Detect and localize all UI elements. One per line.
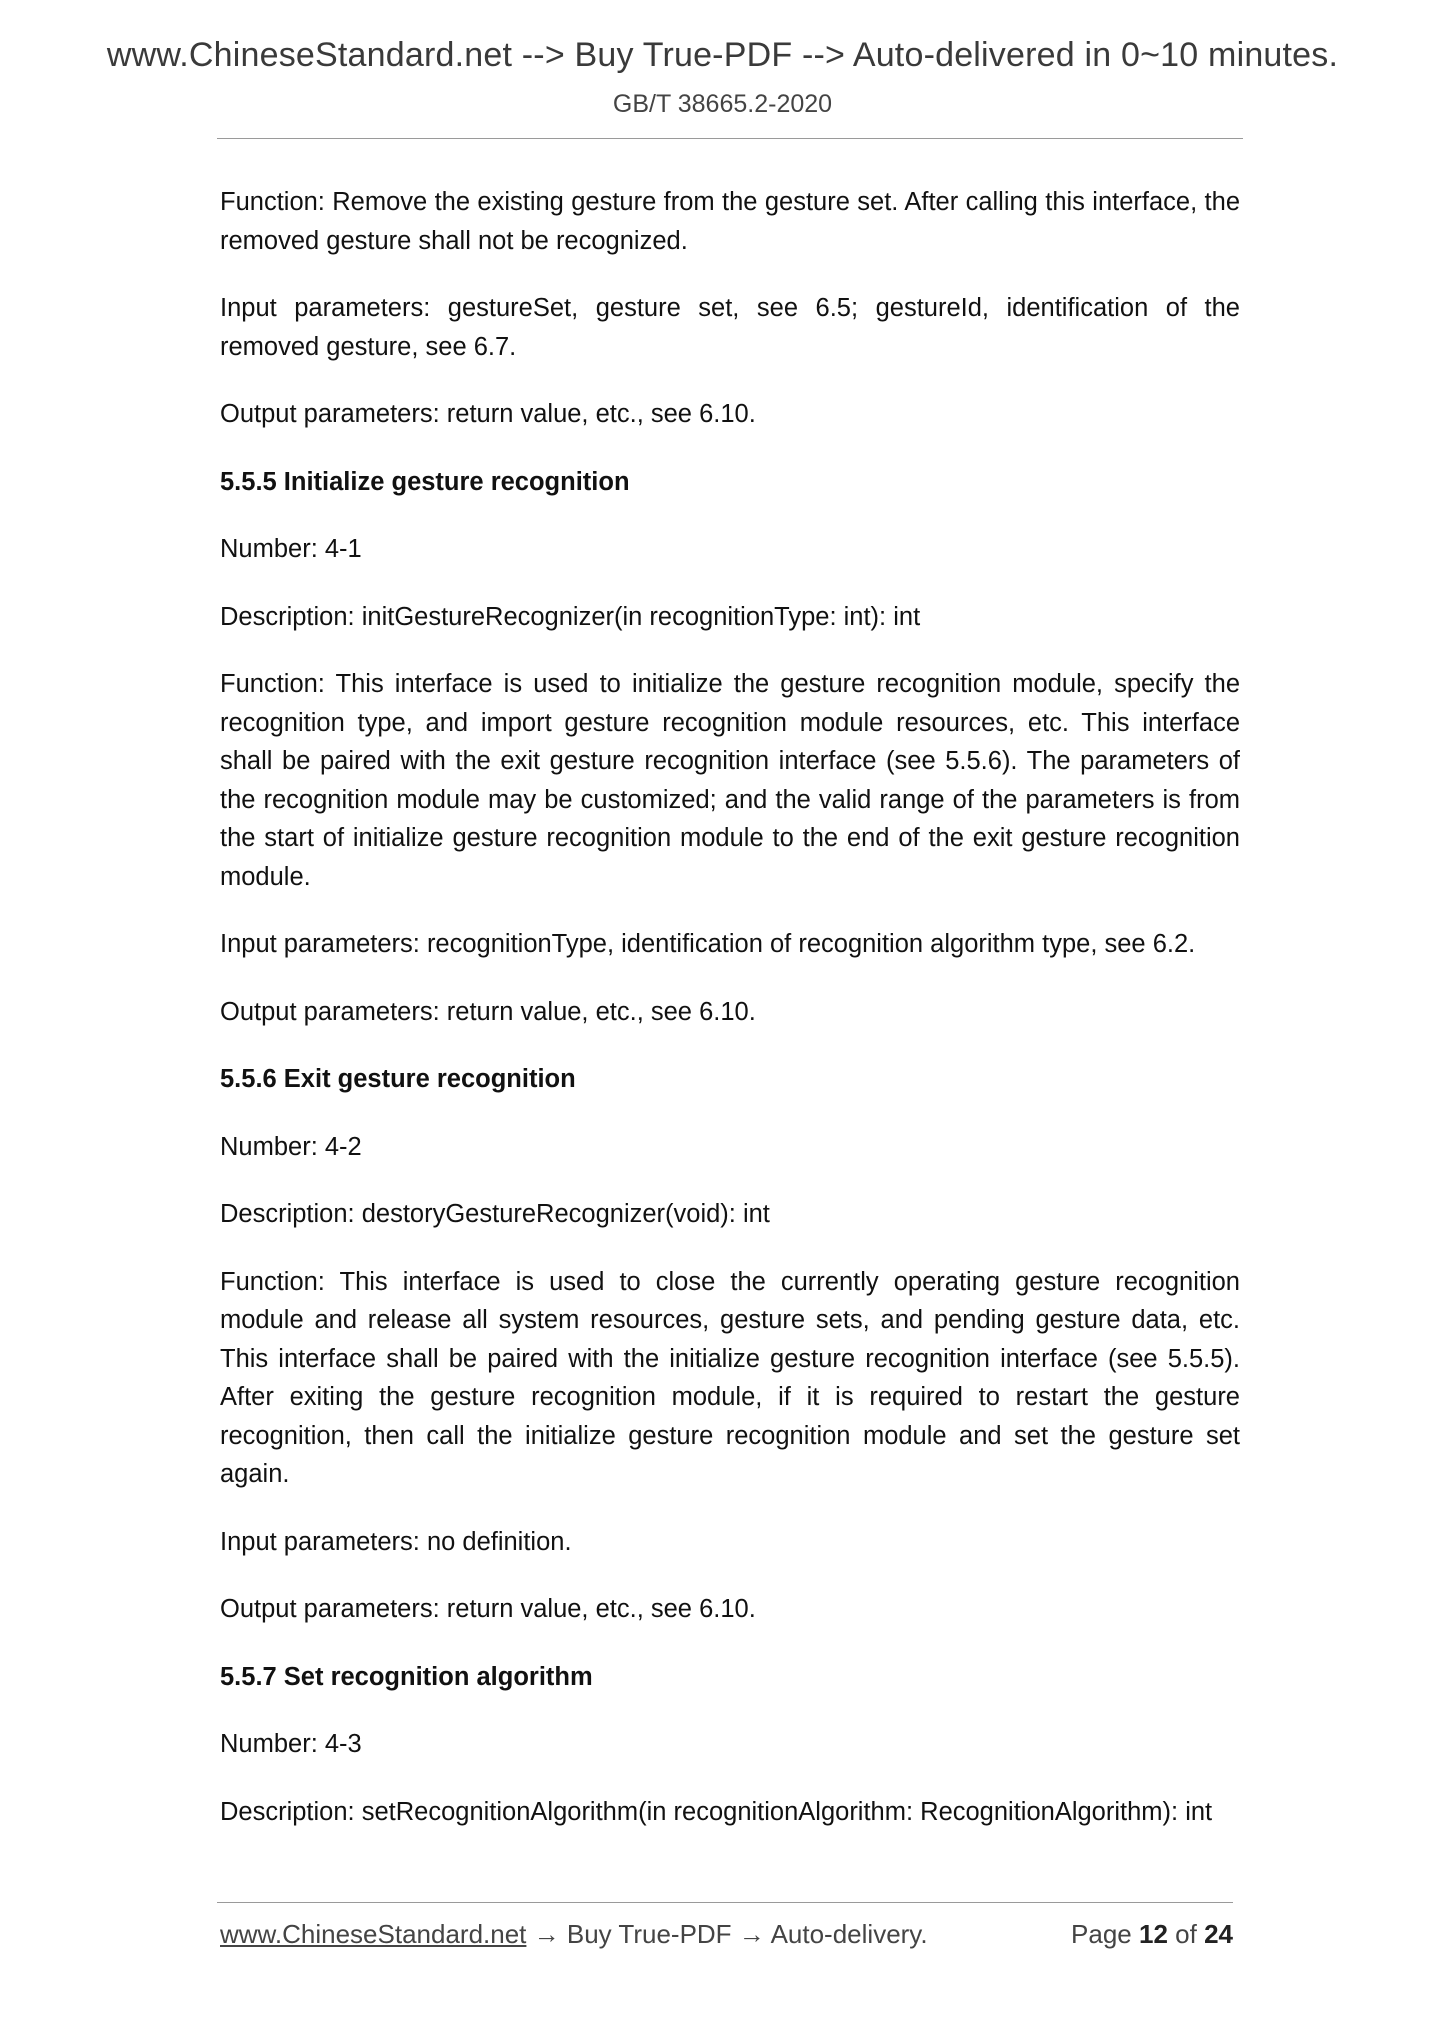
of-label: of: [1175, 1919, 1197, 1949]
header-banner: www.ChineseStandard.net --> Buy True-PDF --> Auto-delivered in 0~10 minutes.: [106, 36, 1339, 74]
paragraph-input-remove: Input parameters: gestureSet, gesture set, see 6.5; gestureId, identification of the removed gesture, see 6.7.: [220, 294, 1240, 361]
section-heading-5-5-5: 5.5.5 Initialize gesture recognition: [220, 467, 630, 496]
input-5-5-5: Input parameters: recognitionType, identification of recognition algorithm type, see 6.2.: [220, 930, 1196, 958]
description-5-5-5: Description: initGestureRecognizer(in recognitionType: int): int: [220, 602, 921, 631]
standard-number: GB/T 38665.2-2020: [612, 90, 833, 118]
input-5-5-6: Input parameters: no definition.: [220, 1527, 572, 1556]
page-total: 24: [1204, 1919, 1233, 1949]
section-heading-5-5-7: 5.5.7 Set recognition algorithm: [220, 1662, 593, 1691]
paragraph-function-remove: Function: Remove the existing gesture from the gesture set. After calling this interface, the removed gesture shall not be recognized.: [220, 188, 1240, 255]
function-5-5-5: Function: This interface is used to initialize the gesture recognition module, specify the recognition type, and import gesture recognition module resources, etc. This interface shall be paired with the exit gesture recognition interface (see 5.5.6). The parameters of the recognition module may be customized; and the valid range of the parameters is from the start of initialize gesture recognition module to the end of the exit gesture recognition module.: [220, 670, 1240, 891]
page-indicator: [1071, 1919, 1233, 1950]
document-body: [220, 183, 1240, 1860]
header-divider: [217, 138, 1243, 139]
footer-tagline: → Buy True-PDF → Auto-delivery.: [526, 1919, 928, 1949]
number-5-5-7: Number: 4-3: [220, 1730, 362, 1758]
output-5-5-6: Output parameters: return value, etc., see 6.10.: [220, 1595, 756, 1623]
page-current: 12: [1139, 1919, 1168, 1949]
function-5-5-6: Function: This interface is used to close the currently operating gesture recognition module and release all system resources, gesture sets, and pending gesture data, etc. This interface shall be paired with the initialize gesture recognition interface (see 5.5.5). After exiting the gesture recognition module, if it is required to restart the gesture recognition, then call the initialize gesture recognition module and set the gesture set again.: [220, 1267, 1240, 1488]
footer-site-link[interactable]: www.ChineseStandard.net: [220, 1919, 527, 1949]
description-5-5-6: Description: destoryGestureRecognizer(void): int: [220, 1200, 770, 1228]
section-heading-5-5-6: 5.5.6 Exit gesture recognition: [220, 1065, 576, 1093]
number-5-5-5: Number: 4-1: [220, 535, 362, 563]
page-footer: [220, 1919, 1233, 1959]
footer-tagline-group: [220, 1919, 928, 1950]
page-label: Page: [1071, 1919, 1132, 1949]
description-5-5-7: Description: setRecognitionAlgorithm(in recognitionAlgorithm: RecognitionAlgorithm): int: [220, 1797, 1213, 1826]
paragraph-output-remove: Output parameters: return value, etc., see 6.10.: [220, 400, 756, 428]
output-5-5-5: Output parameters: return value, etc., see 6.10.: [220, 997, 756, 1026]
footer-divider: [217, 1902, 1233, 1903]
number-5-5-6: Number: 4-2: [220, 1132, 362, 1161]
